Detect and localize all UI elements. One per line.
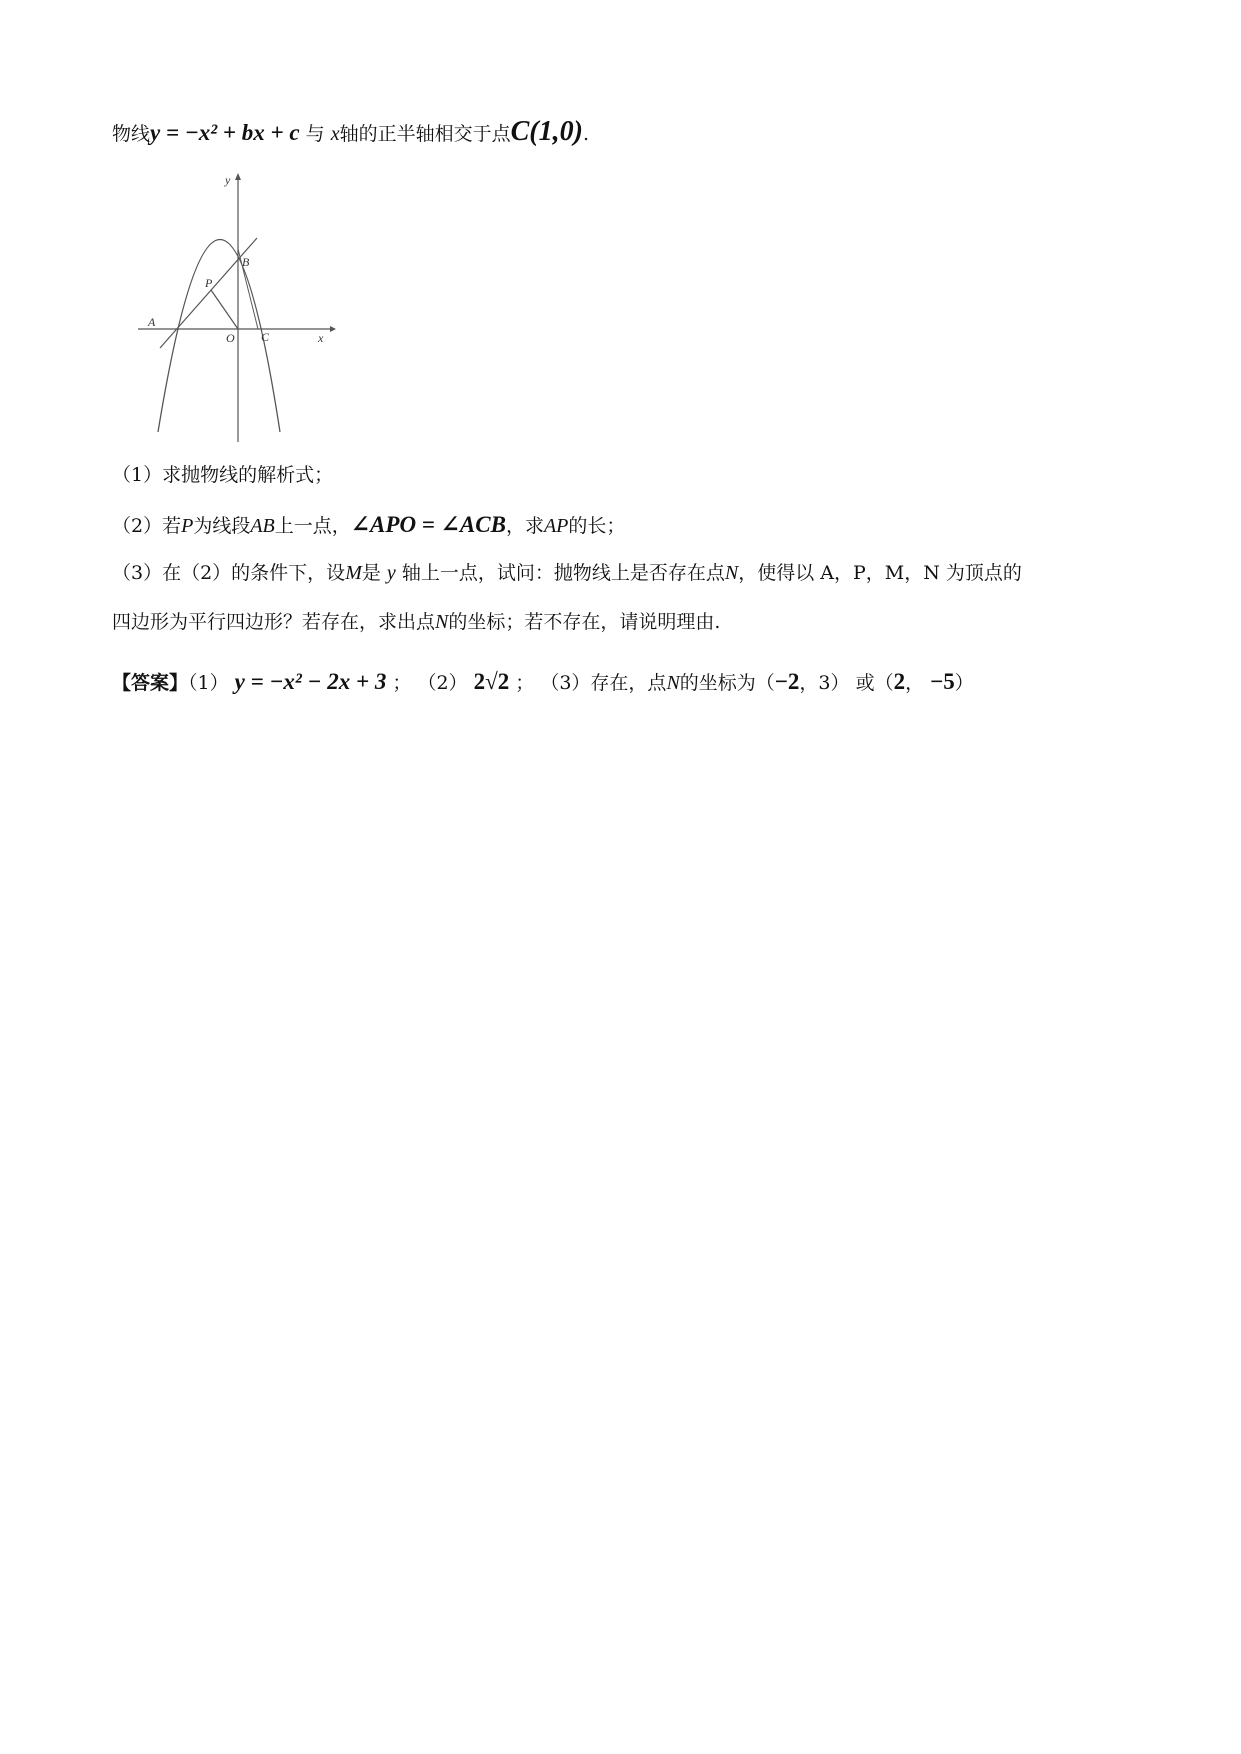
answer-p1: （1） (188, 672, 229, 694)
q2-segment-ap: AP (543, 515, 569, 537)
q2-mid3: ，求 (505, 515, 544, 537)
answer-or: 或（ (855, 672, 894, 694)
question-1-text: （1）求抛物线的解析式； (112, 464, 334, 486)
answer-p2: （2） (417, 672, 468, 694)
answer-comma2: ， (905, 672, 925, 694)
label-p: P (205, 276, 213, 290)
segment-po (211, 290, 238, 329)
answer-p2-value: 2√2 (473, 669, 510, 694)
q2-point-p: P (181, 515, 194, 537)
label-o: O (226, 331, 235, 345)
q3-point-m: M (345, 562, 362, 584)
answer-p3-mid: 的坐标为（ (679, 672, 775, 694)
label-x: x (318, 331, 324, 345)
intro-line (112, 118, 589, 146)
intro-equation: y = −x² + bx + c (150, 120, 300, 145)
answer-y2: −5 (930, 669, 955, 694)
question-3-line-1 (112, 563, 1022, 583)
q2-mid1: 为线段 (193, 515, 251, 537)
answer-p1-equation: y = −x² − 2x + 3 (234, 669, 387, 694)
q3-mid1: 是 (361, 562, 381, 584)
x-axis-arrow (330, 326, 336, 332)
q3-point-n: N (724, 562, 739, 584)
q3-point-n-2: N (435, 611, 449, 633)
answer-x2: 2 (893, 669, 906, 694)
q2-angle-equation: ∠APO = ∠ACB (350, 512, 506, 537)
intro-text-start: 物线 (112, 123, 151, 145)
intro-text-end: . (582, 123, 589, 145)
q3-line2-a: 四边形为平行四边形？若存在，求出点 (112, 611, 436, 633)
intro-axis-x: x (330, 123, 340, 145)
answer-x1: −2 (774, 669, 800, 694)
intro-point-c: C(1,0) (510, 116, 583, 147)
label-a: A (148, 315, 156, 329)
answer-bracket: 【答案】 (112, 672, 189, 694)
question-1 (112, 466, 333, 485)
q3-mid2: 轴上一点，试问：抛物线上是否存在点 (401, 562, 725, 584)
q3-line2-b: 的坐标；若不存在，请说明理由. (448, 611, 721, 633)
intro-text-mid1: 与 (305, 123, 325, 145)
q2-segment-ab: AB (250, 515, 275, 537)
question-3-line-2 (112, 612, 720, 632)
label-b: B (242, 255, 250, 269)
answer-close: ） (954, 672, 974, 694)
answer-y1: 3） (818, 672, 850, 694)
q2-mid2: 上一点， (274, 515, 351, 537)
question-2 (112, 513, 625, 536)
parabola-figure (130, 170, 340, 445)
label-c: C (261, 330, 270, 344)
answer-sep2: ； (515, 672, 535, 694)
intro-text-mid2: 轴的正半轴相交于点 (339, 123, 511, 145)
answer-p3: （3）存在，点 (540, 672, 667, 694)
q2-end: 的长； (568, 515, 626, 537)
q3-prefix: （3）在（2）的条件下，设 (112, 562, 346, 584)
answer-point-n: N (666, 672, 680, 694)
q2-prefix: （2）若 (112, 515, 182, 537)
label-y: y (225, 173, 231, 187)
answer-comma1: ， (799, 672, 819, 694)
answer-line (112, 670, 974, 693)
q3-axis-y: y (386, 562, 396, 584)
y-axis-arrow (235, 173, 241, 180)
q3-mid3: ，使得以 A，P，M，N 为顶点的 (738, 562, 1022, 584)
answer-sep1: ； (392, 672, 412, 694)
